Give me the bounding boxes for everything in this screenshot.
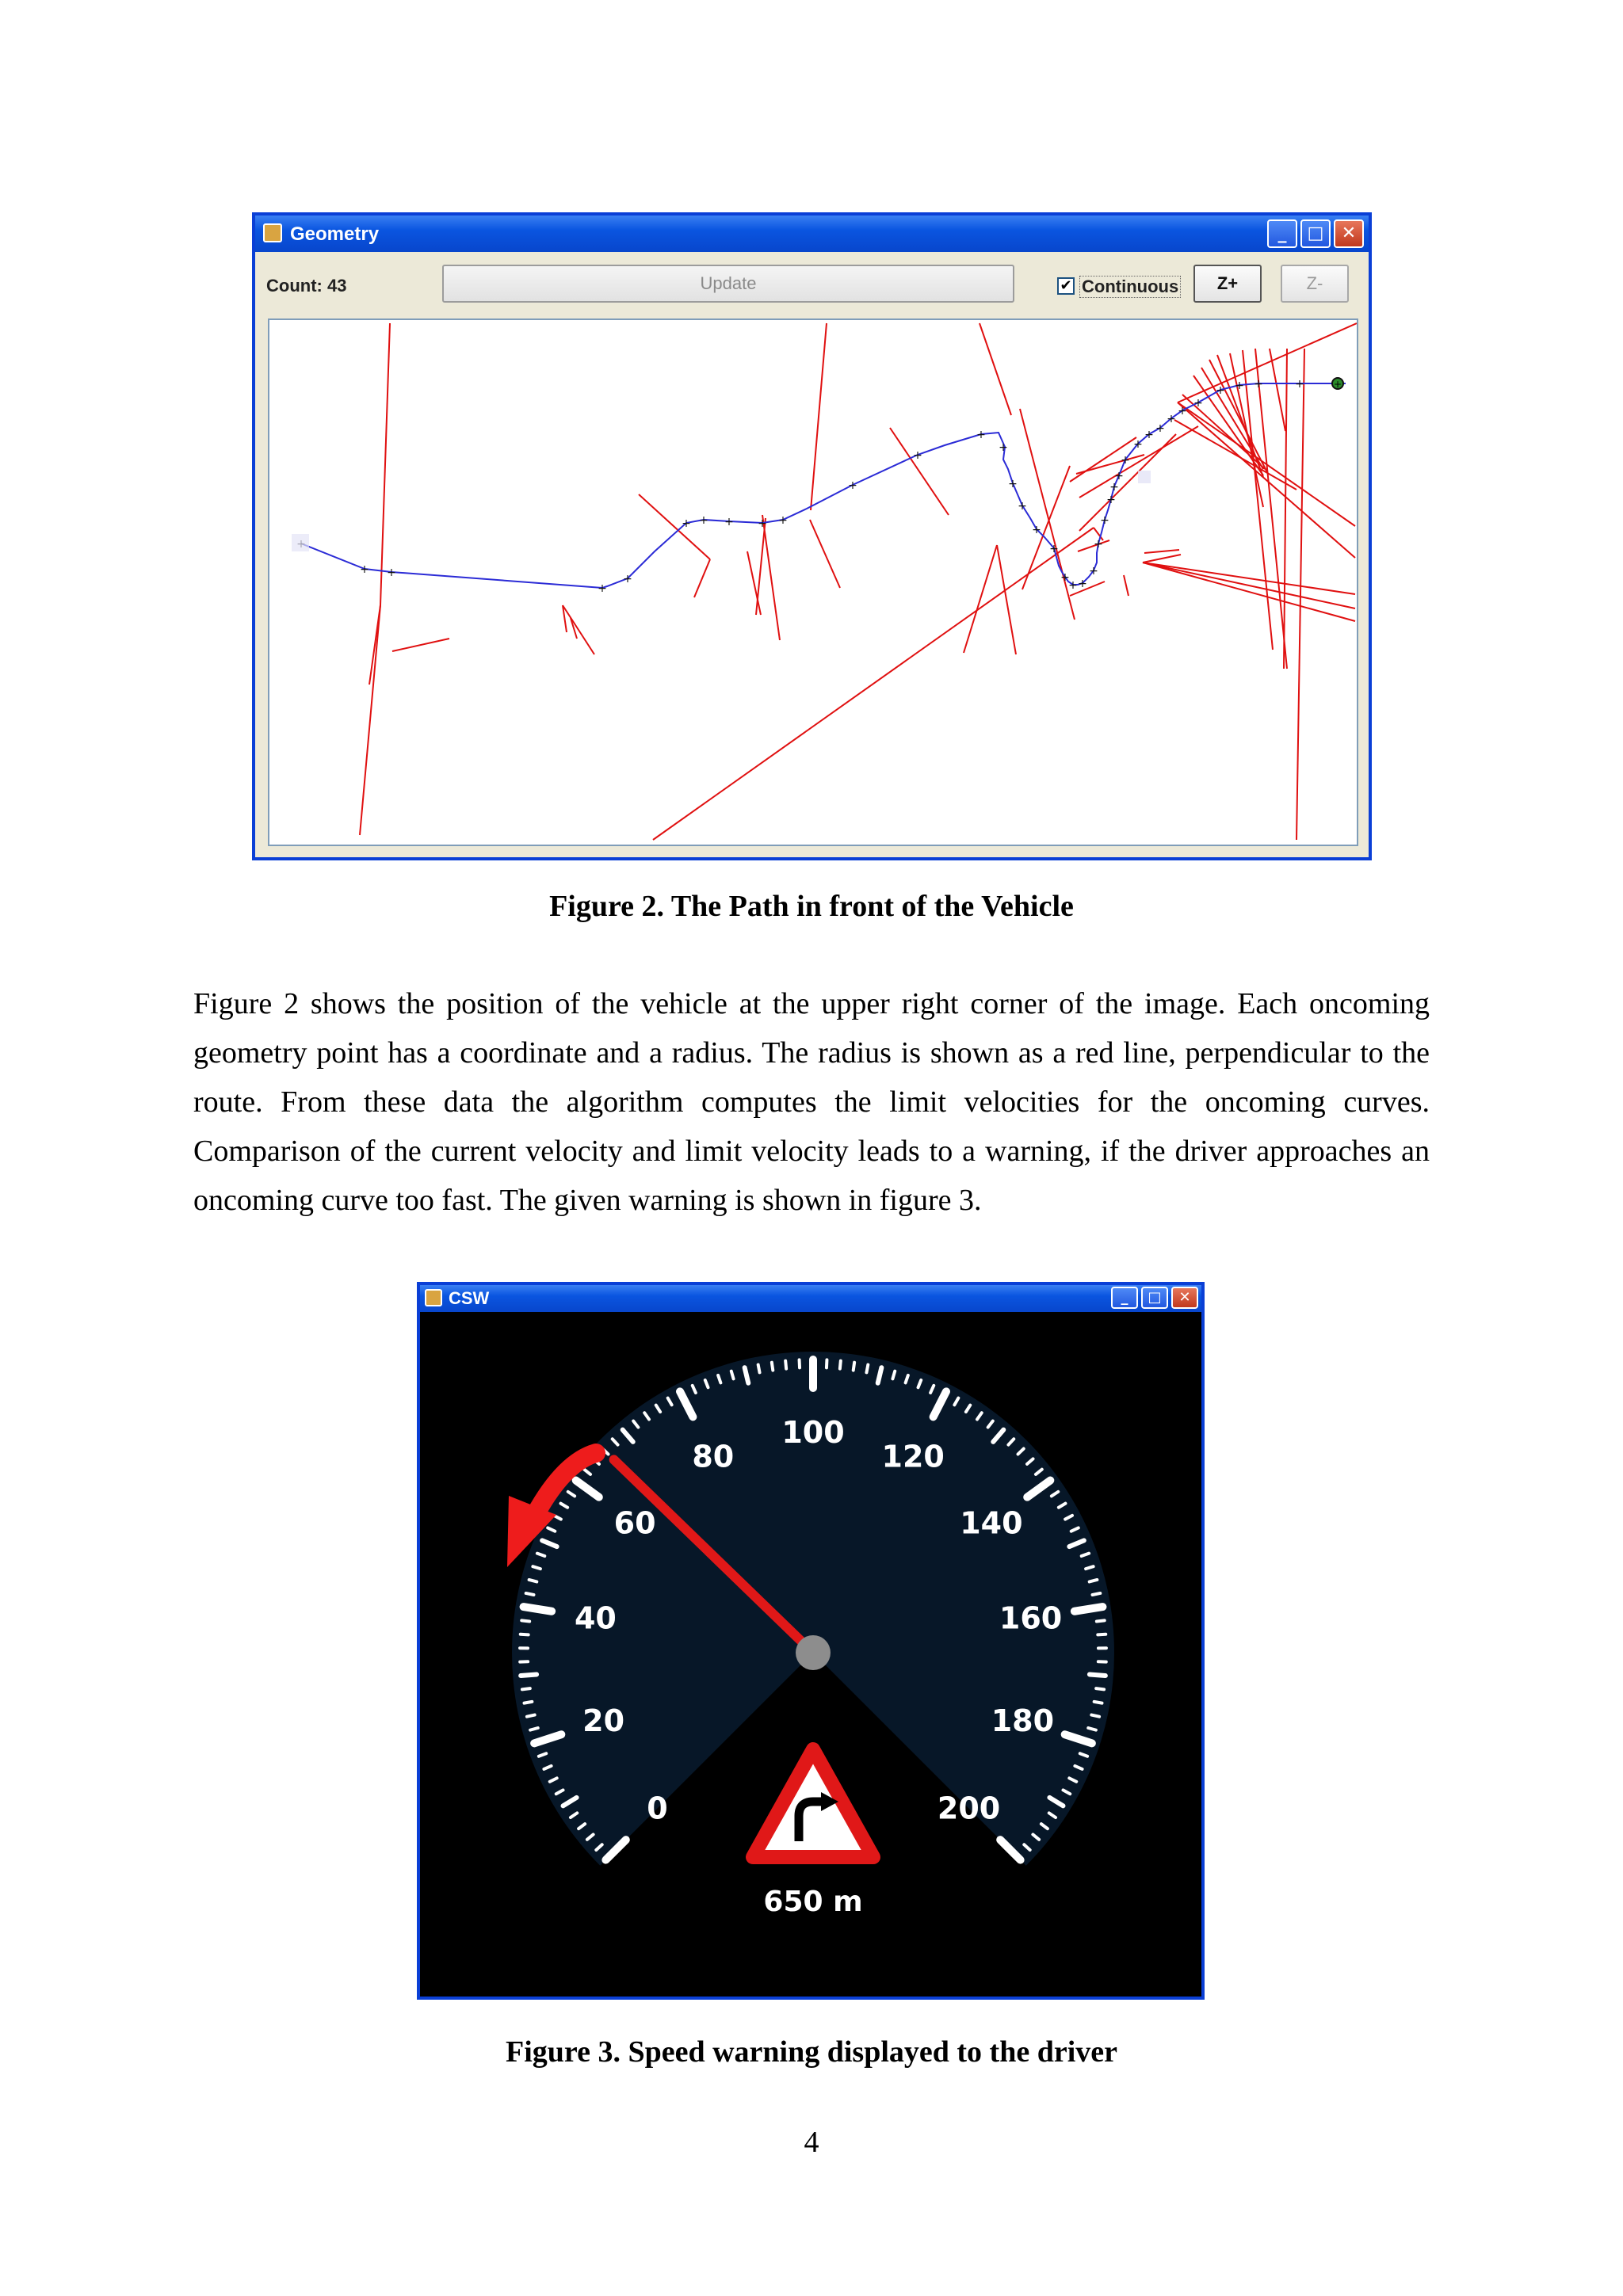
route-node: + (1121, 454, 1130, 467)
route-node: + (1018, 500, 1027, 513)
gauge-tick (529, 1580, 537, 1581)
update-button[interactable]: Update (442, 265, 1014, 303)
radius-line (980, 323, 1011, 415)
radius-line (1243, 350, 1273, 650)
radius-line (1178, 402, 1355, 558)
gauge-speed-label: 40 (574, 1600, 617, 1636)
gauge-speed-label: 100 (781, 1415, 845, 1450)
gauge-tick (521, 1634, 529, 1635)
window-title: Geometry (290, 223, 380, 245)
maximize-button[interactable] (1141, 1287, 1168, 1309)
gauge-tick (522, 1688, 530, 1689)
route-node: + (724, 516, 734, 528)
window-title: CSW (449, 1288, 490, 1308)
gauge-tick (527, 1715, 535, 1717)
radius-line (1270, 349, 1285, 431)
radius-line (1143, 563, 1355, 621)
radius-line (694, 559, 710, 597)
gauge-tick (1090, 1674, 1106, 1676)
radius-line (756, 518, 766, 615)
body-paragraph: Figure 2 shows the position of the vehicle at the upper right corner of the image. Each oncoming geometry point has a coordinate and a radius. The radius is shown as a red line, perpendicular to the route. From these data the algorithm computes the limit velocities for the oncoming curves. Comparison of the current velocity and limit velocity leads to a warning, if the driver approaches an oncoming curve too fast. The given warning is shown in figure 3. (193, 987, 1430, 1217)
gauge-speed-label: 200 (937, 1791, 1001, 1826)
radius-line (1143, 563, 1355, 608)
radius-line (1143, 555, 1181, 563)
gauge-tick (526, 1593, 534, 1595)
gauge-speed-label: 140 (960, 1505, 1023, 1541)
close-button[interactable] (1171, 1287, 1198, 1309)
route-node: + (1008, 478, 1018, 490)
radius-line (639, 494, 710, 559)
route-node: + (1106, 494, 1116, 506)
gauge-tick (1088, 1728, 1096, 1730)
radius-line (1124, 575, 1128, 596)
gauge-tick (530, 1728, 538, 1730)
route-node: + (1178, 405, 1187, 418)
maximize-icon: □ (1148, 1289, 1162, 1306)
route-node: + (1144, 429, 1154, 441)
route-node: + (598, 582, 607, 595)
speedometer (420, 1312, 1201, 1997)
gauge-speed-label: 0 (647, 1791, 668, 1826)
radius-line (811, 323, 827, 510)
gauge-tick (1093, 1593, 1101, 1595)
count-label: Count: 43 (266, 276, 347, 296)
minimize-button[interactable] (1111, 1287, 1138, 1309)
maximize-button[interactable] (1300, 219, 1331, 248)
route-node: + (778, 514, 788, 527)
route-nodes (296, 378, 1304, 595)
close-icon: ✕ (1178, 1289, 1191, 1306)
route-node: + (623, 573, 632, 585)
route-node: + (1078, 578, 1087, 590)
radius-line (380, 323, 390, 605)
route-node: + (1295, 378, 1304, 391)
csw-window (417, 1282, 1205, 2000)
gauge-tick (866, 1365, 868, 1373)
route-node: + (1109, 481, 1119, 494)
gauge-speed-label: 180 (991, 1703, 1055, 1738)
route-node: + (913, 449, 922, 462)
warning-distance: 650 m (763, 1886, 863, 1918)
radius-line (392, 639, 449, 651)
radius-line (1296, 349, 1304, 840)
route-node: + (699, 514, 708, 527)
radius-line (1217, 355, 1263, 477)
page-number: 4 (804, 2126, 819, 2159)
gauge-speed-label: 120 (881, 1439, 945, 1474)
route-node: + (999, 441, 1008, 454)
gauge-tick (1097, 1620, 1105, 1621)
radius-line (997, 545, 1016, 654)
geometry-canvas[interactable] (268, 318, 1358, 846)
route-line (301, 383, 1346, 588)
minimize-icon: _ (1277, 223, 1287, 243)
gauge-tick (1090, 1580, 1098, 1581)
radius-line (1144, 550, 1179, 553)
route-node: + (1100, 514, 1109, 527)
java-app-icon (263, 223, 282, 242)
radius-line (653, 528, 1094, 840)
radius-line (1143, 563, 1355, 594)
continuous-checkbox[interactable]: ✔ (1057, 277, 1075, 295)
gauge-tick (892, 1371, 895, 1379)
close-button[interactable] (1334, 219, 1364, 248)
gauge-tick (521, 1674, 537, 1676)
route-node: + (1216, 384, 1225, 397)
zoom-in-button[interactable]: Z+ (1193, 265, 1262, 303)
radius-line (762, 515, 780, 640)
radius-line (1174, 420, 1296, 490)
gauge-tick (525, 1702, 533, 1703)
gauge-tick (785, 1361, 786, 1369)
gauge-tick (1086, 1566, 1094, 1569)
route-node: + (387, 566, 396, 579)
radius-line (1079, 426, 1198, 498)
route-node: + (1155, 422, 1165, 435)
route-node: + (1114, 470, 1124, 482)
gauge-speed-label: 60 (613, 1505, 656, 1541)
route-node: + (758, 517, 767, 530)
window-titlebar[interactable] (255, 215, 1369, 252)
gauge-tick (772, 1363, 773, 1371)
minimize-icon: _ (1121, 1289, 1128, 1306)
figure-2-caption: Figure 2. The Path in front of the Vehicle (549, 890, 1074, 923)
gauge-tick (1091, 1715, 1099, 1717)
java-app-icon (425, 1289, 442, 1306)
radius-line (563, 605, 594, 654)
route-node: + (1193, 397, 1203, 410)
minimize-button[interactable] (1267, 219, 1297, 248)
route-node: + (1094, 538, 1103, 551)
gauge-tick (1094, 1702, 1102, 1703)
radius-line (810, 520, 840, 588)
route-node: + (1254, 378, 1263, 391)
gauge-tick (758, 1365, 760, 1373)
gauge-tick (1075, 1607, 1103, 1611)
start-marker (292, 534, 309, 551)
route-node: + (1235, 379, 1244, 392)
gauge-speed-label: 160 (999, 1600, 1063, 1636)
radius-line (360, 605, 380, 835)
radius-line (890, 428, 949, 515)
radius-line (1284, 349, 1287, 669)
gauge-tick (1096, 1688, 1104, 1689)
route-node: + (1167, 413, 1176, 425)
maximize-icon: □ (1307, 223, 1324, 243)
route-node: + (360, 563, 369, 576)
gauge-tick (840, 1361, 841, 1369)
needle-hub (796, 1635, 831, 1670)
gauge-tick (533, 1566, 540, 1569)
geometry-window (252, 212, 1372, 860)
route-node: + (1133, 438, 1143, 451)
vehicle-position-cross: + (1333, 379, 1342, 390)
gauge-tick (731, 1371, 734, 1379)
route-node: + (848, 479, 857, 492)
route-node: + (1032, 524, 1041, 536)
gauge-tick (524, 1607, 552, 1611)
gauge-speed-label: 80 (692, 1439, 735, 1474)
route-node: + (1089, 565, 1098, 578)
route-node: + (1060, 571, 1070, 584)
radius-line (1255, 349, 1287, 669)
zoom-out-button[interactable]: Z- (1281, 265, 1349, 303)
route-node: + (1068, 579, 1078, 592)
route-node: + (1049, 543, 1059, 555)
route-node: + (682, 517, 691, 530)
gauge-tick (521, 1620, 529, 1621)
path-plot (269, 320, 1357, 845)
radius-line (1079, 434, 1176, 531)
route-node: + (976, 429, 986, 441)
figure-3-caption: Figure 3. Speed warning displayed to the driver (506, 2035, 1117, 2069)
node-marker (1138, 471, 1151, 483)
continuous-label[interactable]: Continuous (1079, 276, 1181, 298)
gauge-speed-label: 20 (582, 1703, 625, 1738)
window-titlebar[interactable] (420, 1285, 1201, 1312)
close-icon: ✕ (1341, 223, 1357, 243)
gauge-tick (1098, 1634, 1106, 1635)
